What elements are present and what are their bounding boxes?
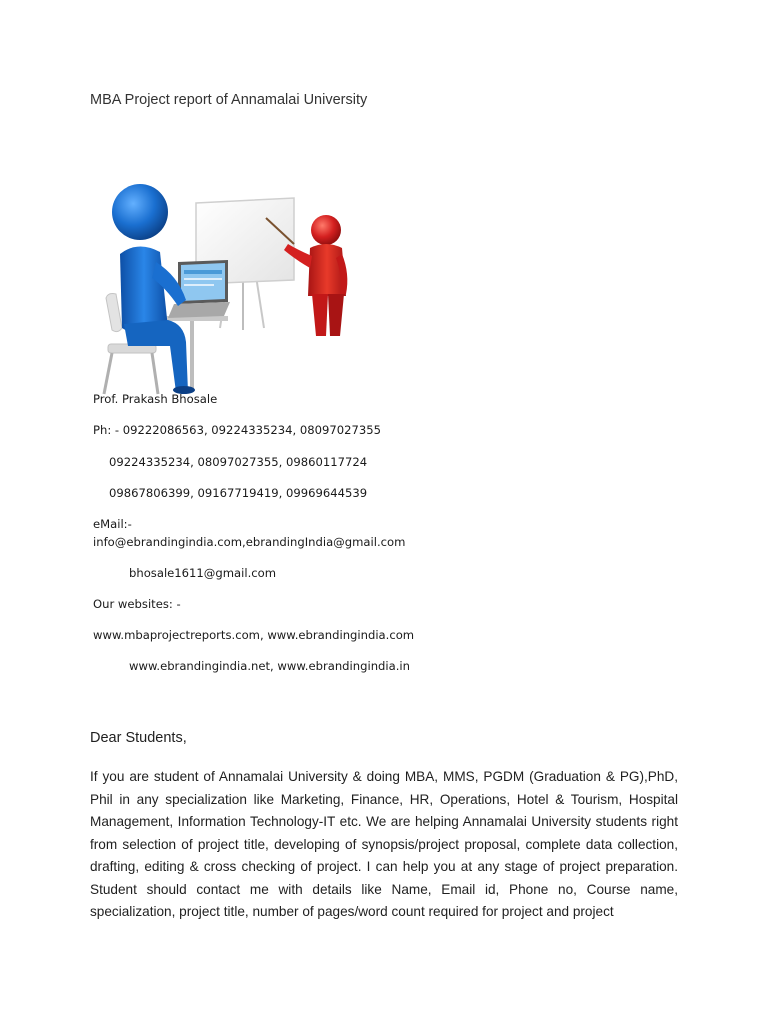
classroom-illustration: [98, 178, 368, 396]
contact-name: Prof. Prakash Bhosale: [93, 392, 218, 406]
document-title: MBA Project report of Annamalai University: [90, 92, 368, 108]
website-line-2: www.ebrandingindia.net, www.ebrandingindia.in: [129, 659, 410, 673]
greeting: Dear Students,: [90, 730, 187, 746]
website-line-1: www.mbaprojectreports.com, www.ebrandingindia.com: [93, 628, 415, 642]
websites-label: Our websites: -: [93, 597, 181, 611]
phone-line-3: 09867806399, 09167719419, 09969644539: [109, 486, 368, 500]
email-line-2: bhosale1611@gmail.com: [129, 566, 277, 580]
phone-line-1: Ph: - 09222086563, 09224335234, 08097027355: [93, 423, 381, 437]
email-line-1: info@ebrandingindia.com,ebrandingIndia@gmail.com: [93, 535, 406, 549]
body-paragraph: If you are student of Annamalai University & doing MBA, MMS, PGDM (Graduation & PG),PhD, Phil in any specialization like Marketing, Finance, HR, Operations, Hotel & Tourism, Hospital Management, Information Technology-IT etc. We are helping Annamalai University students right from selection of project title, developing of synopsis/project proposal, complete data collection, drafting, editing & cross checking of project. I can help you at any stage of project preparation. Student should contact me with details like Name, Email id, Phone no, Course name, specialization, project title, number of pages/word count required for project and project: [90, 769, 678, 919]
phone-line-2: 09224335234, 08097027355, 09860117724: [109, 455, 368, 469]
email-label: eMail:-: [93, 517, 132, 531]
